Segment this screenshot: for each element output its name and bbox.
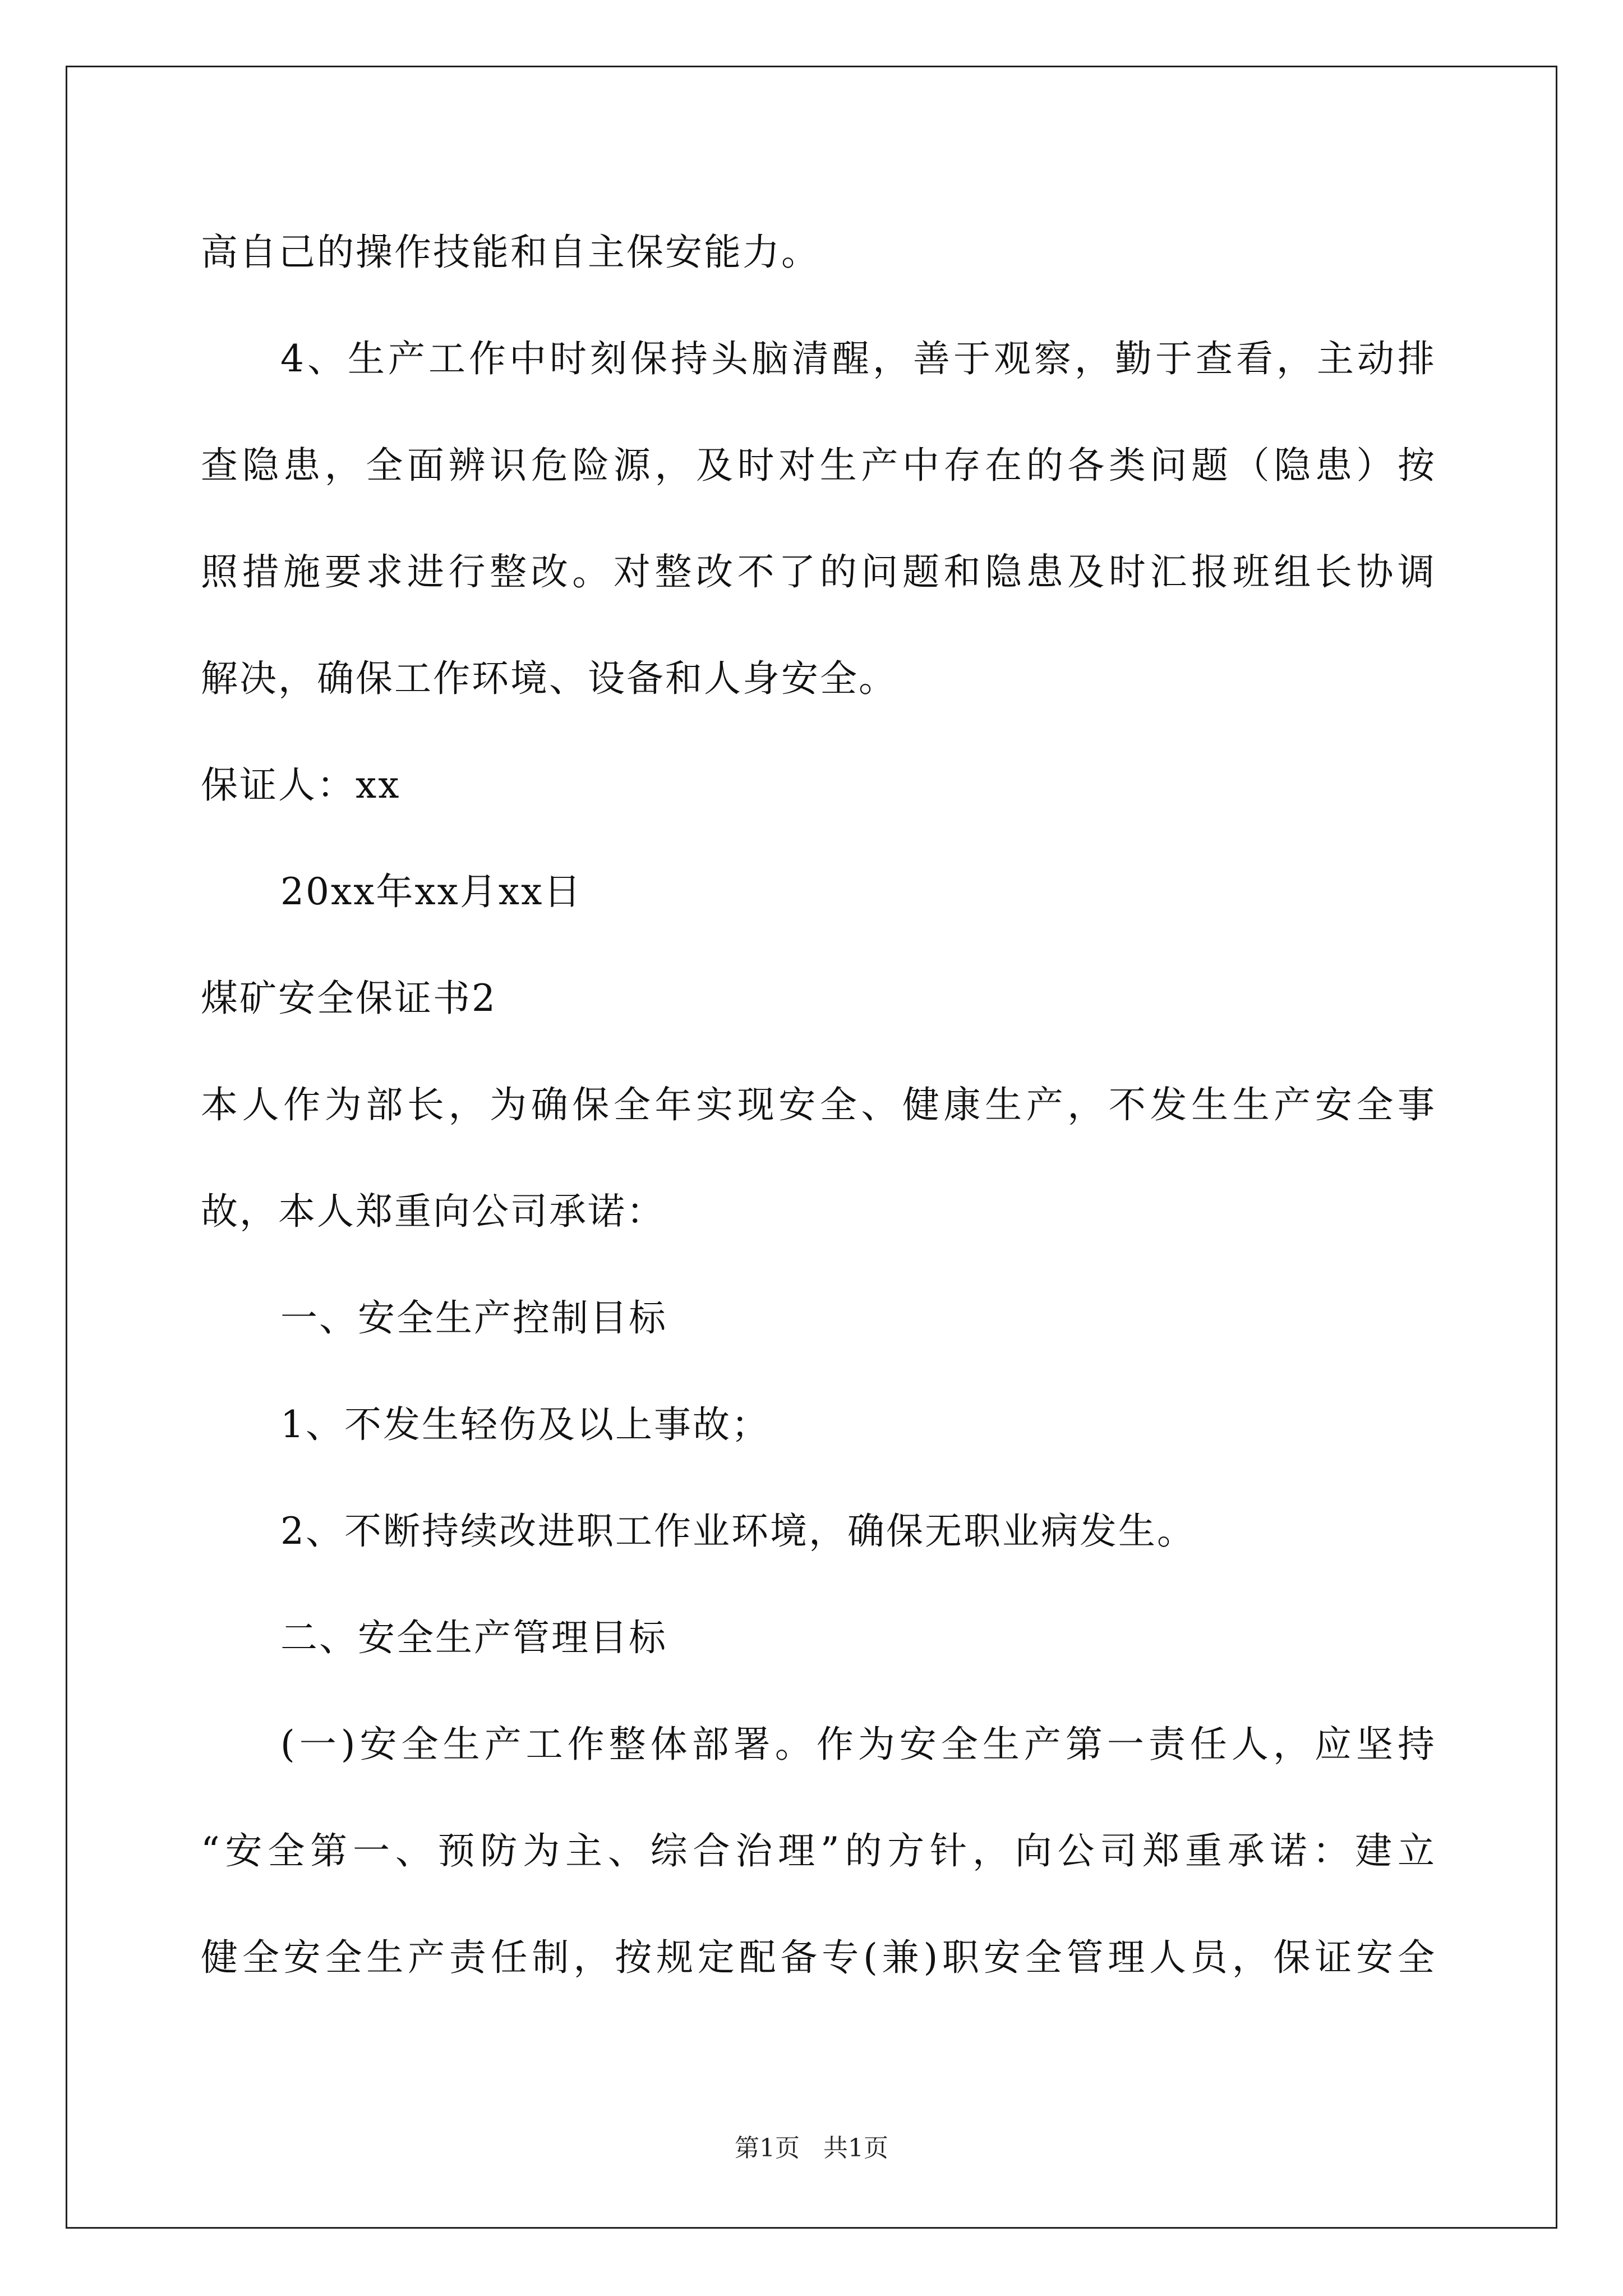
body-line-7: 故，本人郑重向公司承诺： [201, 1190, 665, 1233]
heading-management-targets: 二、安全生产管理目标 [280, 1616, 667, 1659]
list-item-2: 2、不断持续改进职工作业环境，确保无职业病发生。 [280, 1510, 1196, 1553]
heading-control-targets: 一、安全生产控制目标 [280, 1296, 667, 1340]
body-line-10: 健全安全生产责任制，按规定配备专(兼)职安全管理人员，保证安全 [201, 1936, 1435, 1979]
page-number-footer: 第1页 共1页 [735, 2134, 888, 2162]
body-line-9: “安全第一、预防为主、综合治理”的方针，向公司郑重承诺：建立 [201, 1829, 1435, 1872]
body-line-5: 解决，确保工作环境、设备和人身安全。 [201, 657, 897, 700]
body-line-6: 本人作为部长，为确保全年实现安全、健康生产，不发生生产安全事 [201, 1083, 1435, 1126]
signatory-line: 保证人：xx [201, 763, 401, 807]
body-line-4: 照措施要求进行整改。对整改不了的问题和隐患及时汇报班组长协调 [201, 550, 1435, 593]
date-line: 20xx年xx月xx日 [280, 870, 583, 913]
section-title: 煤矿安全保证书2 [201, 977, 497, 1020]
body-line-8: (一)安全生产工作整体部署。作为安全生产第一责任人，应坚持 [280, 1723, 1435, 1766]
body-line-2: 4、生产工作中时刻保持头脑清醒，善于观察，勤于查看，主动排 [280, 337, 1435, 380]
body-line-3: 查隐患，全面辨识危险源，及时对生产中存在的各类问题（隐患）按 [201, 444, 1435, 487]
page-border [66, 66, 1557, 2229]
list-item-1: 1、不发生轻伤及以上事故； [280, 1403, 770, 1446]
body-line-1: 高自己的操作技能和自主保安能力。 [201, 231, 820, 274]
